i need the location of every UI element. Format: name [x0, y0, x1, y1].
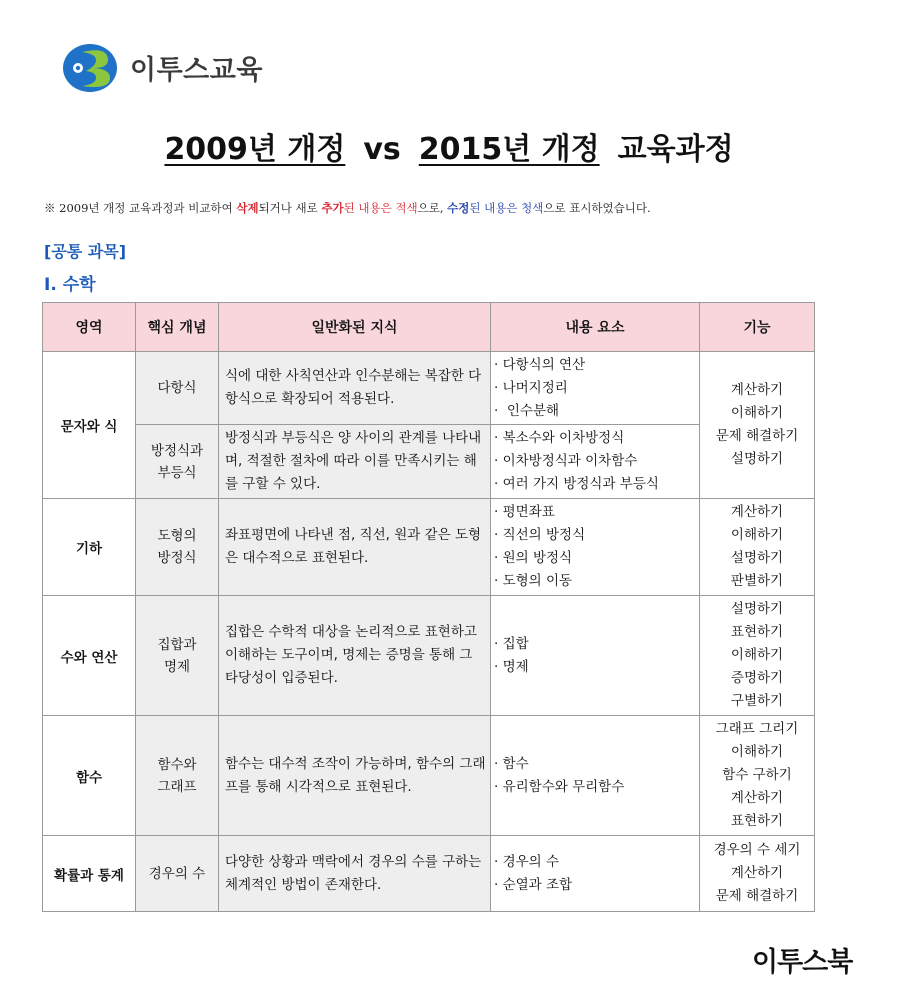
header-area: 영역 [43, 303, 136, 352]
skill-item: 표현하기 [730, 813, 784, 829]
skills-cell [700, 596, 815, 716]
header-concept: 핵심 개념 [136, 303, 219, 352]
elements-cell [491, 352, 700, 425]
logo-text: 이투스교육 [130, 55, 263, 86]
element-item: · 경우의 수 [494, 853, 560, 870]
header-skills: 기능 [700, 303, 815, 352]
section-heading: [공통 과목] [44, 242, 127, 261]
element-item: · 여러 가지 방정식과 부등식 [494, 476, 659, 492]
element-item: · 도형의 이동 [494, 573, 573, 589]
skills-cell [700, 836, 815, 912]
skill-item: 이해하기 [730, 527, 784, 543]
skill-item: 계산하기 [730, 504, 784, 520]
element-item: · 평면좌표 [494, 504, 555, 520]
table-header-row [43, 303, 815, 352]
skills-cell [700, 352, 815, 499]
note-blue-content: 내용은 청색 [484, 201, 544, 215]
skill-item: 구별하기 [730, 693, 784, 709]
header-elements: 내용 요소 [491, 303, 700, 352]
skill-item: 설명하기 [730, 601, 784, 617]
skill-item: 계산하기 [730, 790, 784, 806]
skill-item: 이해하기 [730, 647, 784, 663]
elements-cell [491, 425, 700, 499]
concept-cell: 다항식 [136, 352, 219, 425]
knowledge-cell: 식에 대한 사칙연산과 인수분해는 복잡한 다항식으로 확장되어 적용된다. [219, 352, 491, 425]
subsection-heading: Ⅰ. 수학 [44, 275, 96, 295]
note-mid2: 된 [343, 201, 359, 215]
legend-note [44, 200, 651, 216]
table-row [43, 716, 815, 836]
concept-cell: 경우의 수 [136, 836, 219, 912]
header-knowledge: 일반화된 지식 [219, 303, 491, 352]
element-item: · 명제 [494, 658, 529, 675]
area-cell: 확률과 통계 [43, 836, 136, 912]
element-item: · 순열과 조합 [494, 876, 573, 893]
element-item: · 나머지정리 [494, 379, 568, 396]
note-prefix: ※ 2009년 개정 교육과정과 비교하여 [44, 201, 237, 215]
area-cell: 수와 연산 [43, 596, 136, 716]
knowledge-cell: 집합은 수학적 대상을 논리적으로 표현하고 이해하는 도구이며, 명제는 증명을 통해 그 타당성이 입증된다. [219, 596, 491, 716]
area-cell: 문자와 식 [43, 352, 136, 499]
skill-item: 문제 해결하기 [715, 428, 799, 444]
area-cell: 기하 [43, 499, 136, 596]
note-added: 추가 [321, 201, 344, 215]
note-deleted: 삭제 [236, 201, 259, 215]
element-item: · 이차방정식과 이차함수 [494, 453, 638, 469]
element-item: · 다항식의 연산 [494, 356, 586, 373]
skill-item: 표현하기 [730, 624, 784, 640]
area-cell: 함수 [43, 716, 136, 836]
table-row [43, 425, 815, 499]
elements-cell [491, 836, 700, 912]
note-red-content: 내용은 적색 [358, 201, 418, 215]
knowledge-cell: 함수는 대수적 조작이 가능하며, 함수의 그래프를 통해 시각적으로 표현된다. [219, 716, 491, 836]
elements-cell [491, 716, 700, 836]
skills-cell [700, 716, 815, 836]
note-modified: 수정 [447, 201, 470, 215]
table-row [43, 596, 815, 716]
etoos-logo-icon [62, 38, 124, 96]
note-suffix: 으로 표시하였습니다. [543, 201, 651, 215]
knowledge-cell: 좌표평면에 나타낸 점, 직선, 원과 같은 도형은 대수적으로 표현된다. [219, 499, 491, 596]
skill-item: 증명하기 [730, 670, 784, 686]
concept-cell: 집합과 명제 [136, 596, 219, 716]
note-mid4: 된 [469, 201, 485, 215]
table-row [43, 836, 815, 912]
concept-cell: 도형의 방정식 [136, 499, 219, 596]
element-item: · 직선의 방정식 [494, 527, 586, 543]
element-item: · 유리함수와 무리함수 [494, 778, 625, 795]
elements-cell [491, 499, 700, 596]
element-item: · 원의 방정식 [494, 550, 573, 566]
skill-item: 계산하기 [730, 865, 784, 881]
skill-item: 설명하기 [730, 451, 784, 467]
table-row [43, 352, 815, 425]
table-row [43, 499, 815, 596]
skill-item: 이해하기 [730, 405, 784, 421]
note-mid3: 으로, [417, 201, 448, 215]
element-item: · 인수분해 [494, 402, 560, 419]
skill-item: 판별하기 [730, 573, 784, 589]
title-vs: vs [363, 132, 401, 167]
knowledge-cell: 다양한 상황과 맥락에서 경우의 수를 구하는 체계적인 방법이 존재한다. [219, 836, 491, 912]
title-2015: 2015년 개정 [418, 132, 600, 167]
element-item: · 함수 [494, 755, 529, 772]
knowledge-cell: 방정식과 부등식은 양 사이의 관계를 나타내며, 적절한 절차에 따라 이를 만족시키는 해를 구할 수 있다. [219, 425, 491, 499]
page-title [0, 124, 898, 168]
skill-item: 경우의 수 세기 [713, 842, 801, 858]
title-2009: 2009년 개정 [164, 132, 346, 167]
note-mid1: 되거나 새로 [258, 201, 322, 215]
element-item: · 복소수와 이차방정식 [494, 430, 625, 446]
concept-cell: 방정식과 부등식 [136, 425, 219, 499]
title-curriculum: 교육과정 [617, 132, 734, 167]
skills-cell [700, 499, 815, 596]
elements-cell [491, 596, 700, 716]
skill-item: 문제 해결하기 [715, 888, 799, 904]
element-item: · 집합 [494, 635, 529, 652]
curriculum-table [42, 302, 815, 912]
skill-item: 설명하기 [730, 550, 784, 566]
skill-item: 그래프 그리기 [715, 721, 799, 737]
etoos-logo[interactable] [62, 36, 282, 98]
etoosbook-logo[interactable]: 이투스북 [752, 947, 853, 978]
skill-item: 이해하기 [730, 744, 784, 760]
skill-item: 계산하기 [730, 382, 784, 398]
skill-item: 함수 구하기 [722, 767, 792, 783]
concept-cell: 함수와 그래프 [136, 716, 219, 836]
